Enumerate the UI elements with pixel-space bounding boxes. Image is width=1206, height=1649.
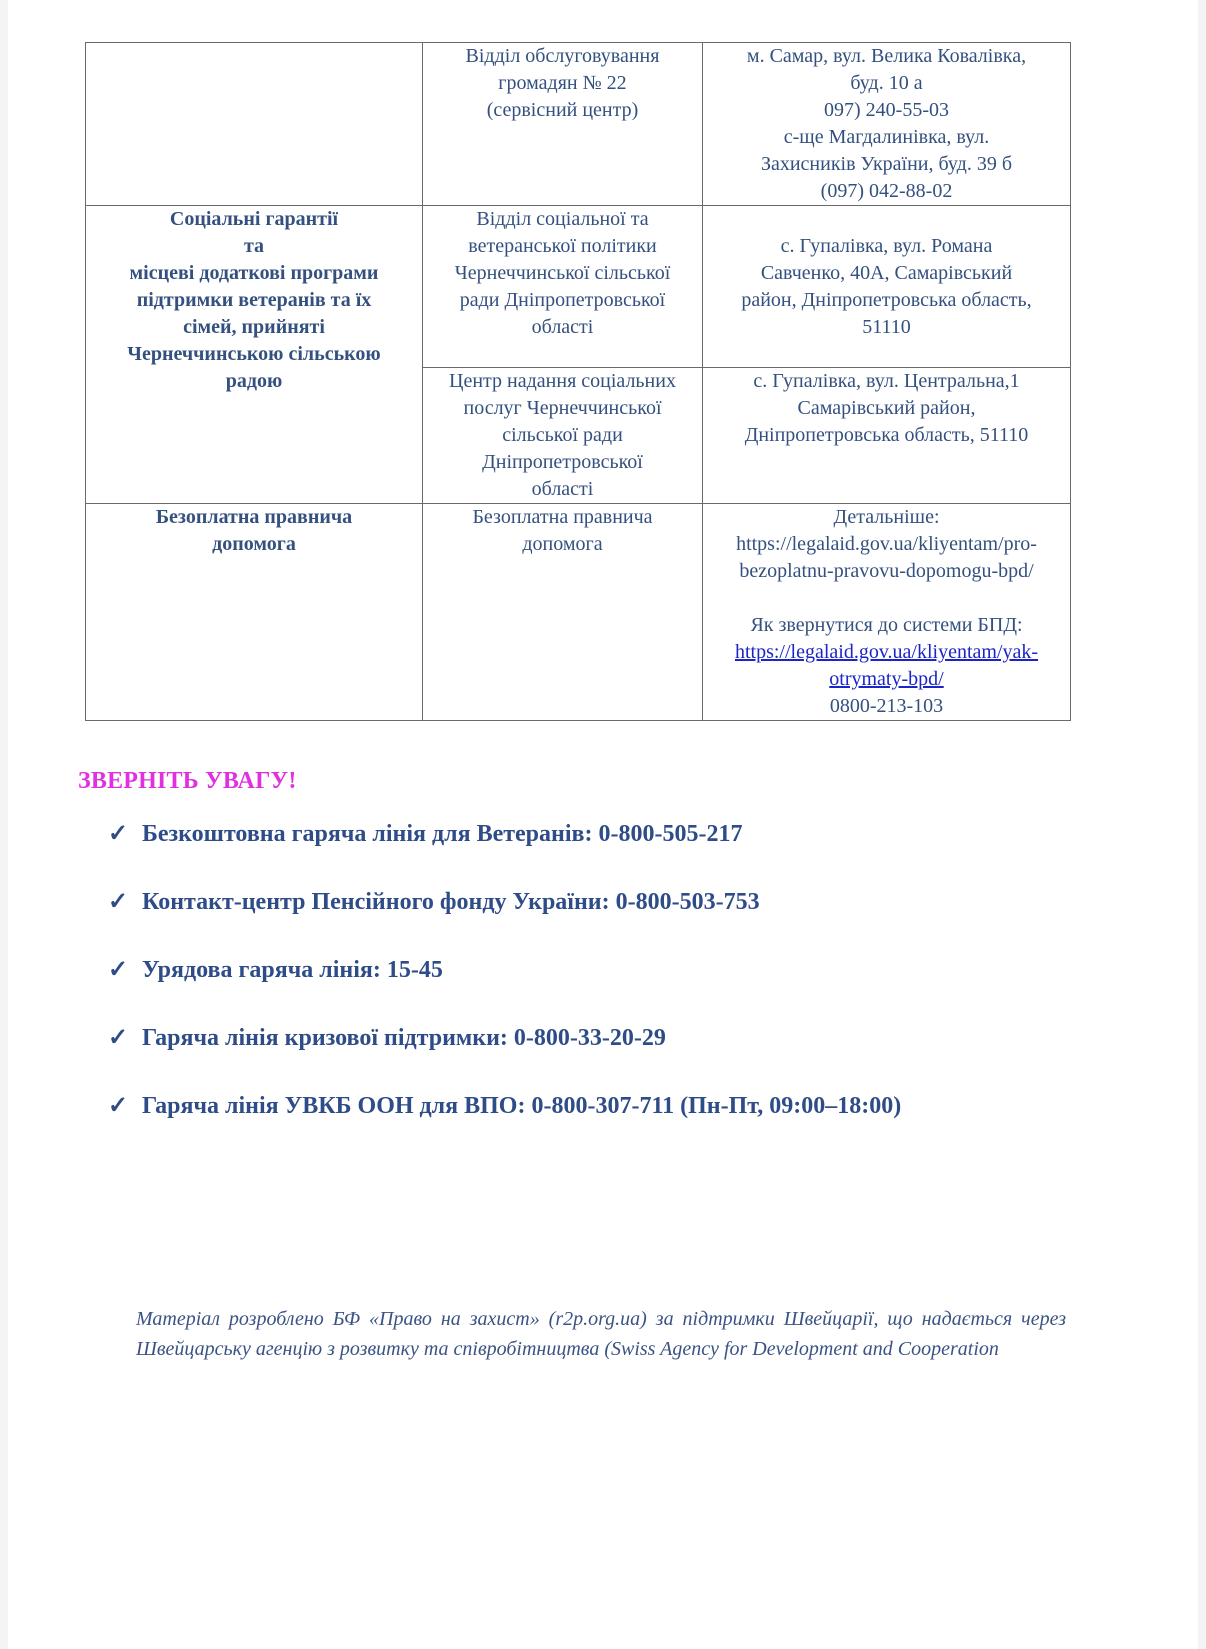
document-page (8, 0, 1198, 1649)
category-cell: Соціальні гарантії та місцеві додаткові програми підтримки ветеранів та їх сімей, прийняті Чернеччинською сільською радою (86, 206, 423, 504)
check-icon: ✓ (108, 957, 129, 983)
details-url: bezoplatnu-pravovu-dopomogu-bpd/ (739, 560, 1034, 582)
department-cell: Безоплатна правнича допомога (423, 504, 703, 721)
services-table (85, 42, 1071, 721)
table-row (86, 206, 1071, 368)
legalaid-link[interactable]: https://legalaid.gov.ua/kliyentam/yak- (734, 641, 1039, 663)
phone-number: 0800-213-103 (829, 695, 944, 717)
list-item: ✓ Урядова гаряча лінія: 15-45 (108, 957, 443, 983)
category-cell (86, 43, 423, 206)
hotline-list (108, 820, 901, 1160)
list-item: ✓ Контакт-центр Пенсійного фонду України: 0-800-503-753 (108, 889, 760, 915)
category-cell: Безоплатна правнича допомога (86, 504, 423, 721)
footer-note: Матеріал розроблено БФ «Право на захист» (r2p.org.ua) за підтримки Швейцарії, що надається через Швейцарську агенцію з розвитку та співробітництва (Swiss Agency for Development and Cooperation (136, 1308, 1066, 1360)
attention-heading: ЗВЕРНІТЬ УВАГУ! (78, 768, 297, 794)
department-cell: Відділ обслуговування громадян № 22 (сервісний центр) (423, 43, 703, 206)
list-item: ✓ Гаряча лінія кризової підтримки: 0-800-33-20-29 (108, 1025, 666, 1051)
address-cell: м. Самар, вул. Велика Ковалівка, буд. 10 а 097) 240-55-03 с-ще Магдалинівка, вул. Захисників України, буд. 39 б (097) 042-88-02 (703, 43, 1071, 206)
department-cell: Відділ соціальної та ветеранської політики Чернеччинської сільської ради Дніпропетровської області (423, 206, 703, 368)
address-cell: с. Гупалівка, вул. Романа Савченко, 40А, Самарівський район, Дніпропетровська область, 51110 (703, 206, 1071, 368)
details-url: https://legalaid.gov.ua/kliyentam/pro- (736, 533, 1037, 555)
check-icon: ✓ (108, 1025, 129, 1051)
phone-number: 097) 240-55-03 (824, 99, 949, 121)
check-icon: ✓ (108, 889, 129, 915)
check-icon: ✓ (108, 821, 129, 847)
phone-number: (097) 042-88-02 (820, 180, 953, 202)
address-cell: с. Гупалівка, вул. Центральна,1 Самарівський район, Дніпропетровська область, 51110 (703, 368, 1071, 504)
table-row (86, 43, 1071, 206)
address-cell: Детальніше: https://legalaid.gov.ua/kliyentam/pro- bezoplatnu-pravovu-dopomogu-bpd/ Як звернутися до системи БПД: https://legalaid.gov.ua/kliyentam/yak- otrymaty-bpd/ 0800-213-103 (703, 504, 1071, 721)
list-item: ✓ Гаряча лінія УВКБ ООН для ВПО: 0-800-307-711 (Пн-Пт, 09:00–18:00) (108, 1093, 902, 1119)
check-icon: ✓ (108, 1093, 129, 1119)
table-row (86, 504, 1071, 721)
list-item: ✓ Безкоштовна гаряча лінія для Ветеранів: 0-800-505-217 (108, 821, 743, 847)
legalaid-link[interactable]: otrymaty-bpd/ (829, 668, 944, 690)
department-cell: Центр надання соціальних послуг Чернеччинської сільської ради Дніпропетровської області (423, 368, 703, 504)
